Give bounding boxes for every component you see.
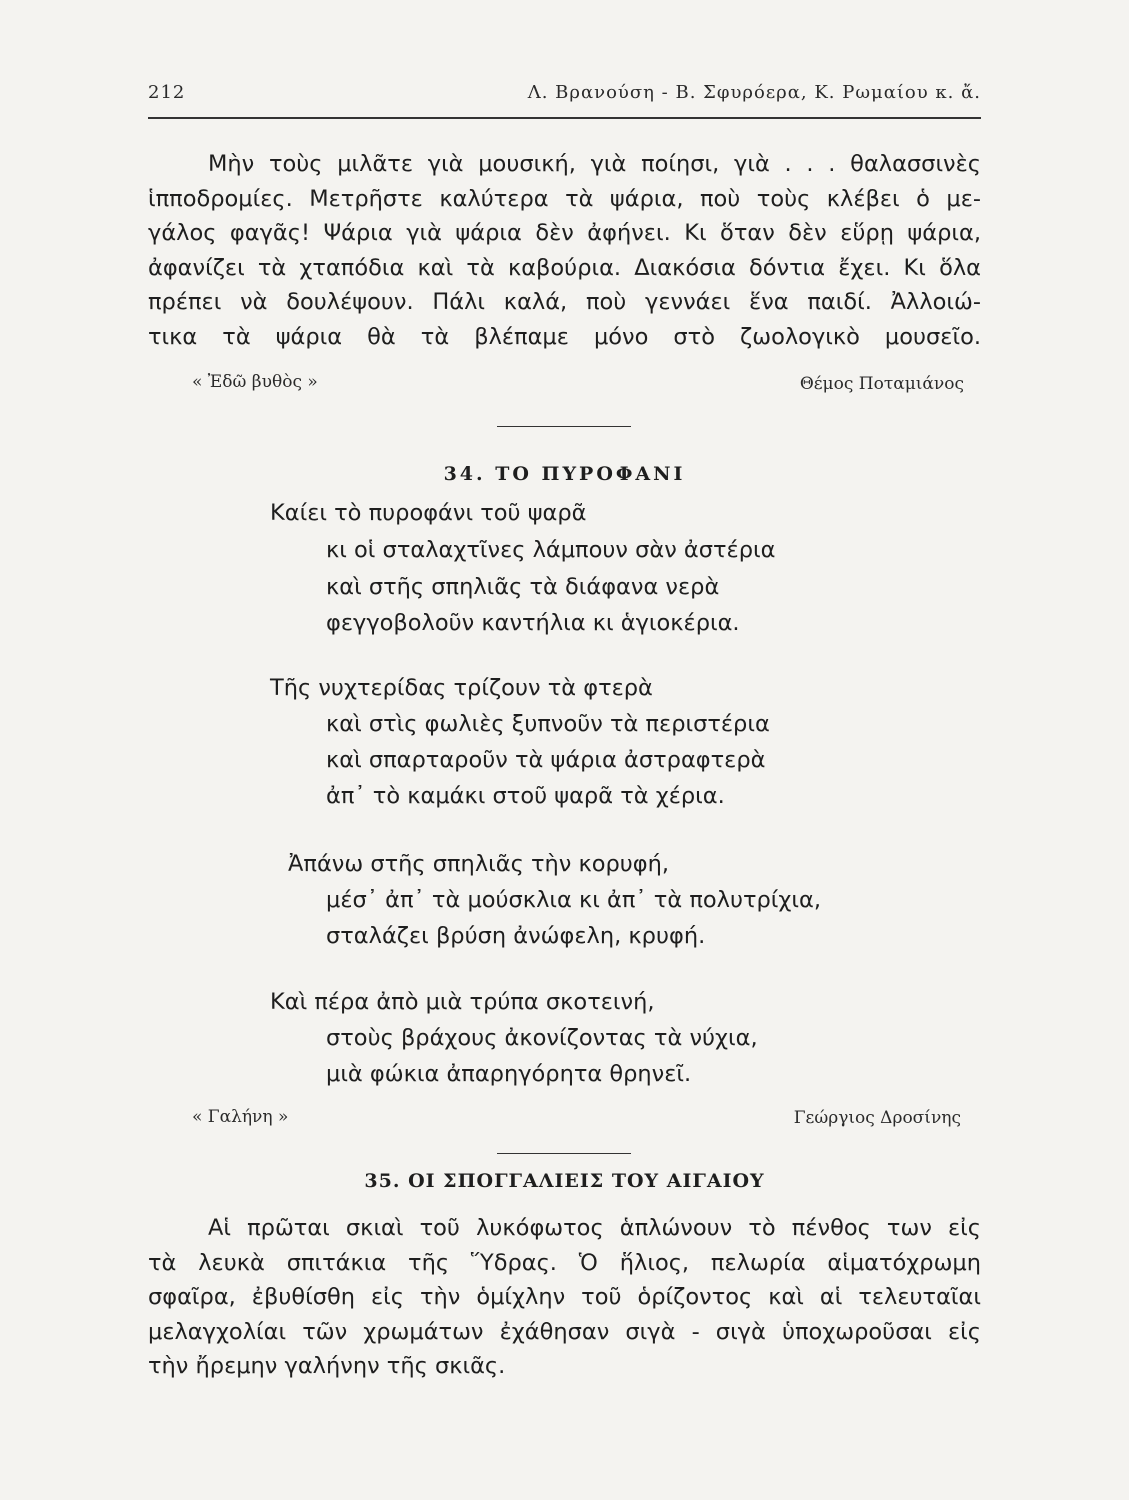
text-line: τὰ λευκὰ σπιτάκια τῆς Ὕδρας. Ὁ ἥλιος, πελωρία αἱματόχρωμη <box>148 1249 981 1276</box>
poem-line: σταλάζει βρύση ἀνώφελη, κρυφή. <box>326 923 706 949</box>
poem-line: Ἀπάνω στῆς σπηλιᾶς τὴν κορυφή, <box>288 851 670 877</box>
poem-line: ἀπ᾿ τὸ καμάκι στοῦ ψαρᾶ τὰ χέρια. <box>326 783 725 809</box>
poem-title: 34. ΤΟ ΠΥΡΟΦΑΝΙ <box>443 463 686 485</box>
section-separator <box>497 426 631 427</box>
poem-line: Τῆς νυχτερίδας τρίζουν τὰ φτερὰ <box>270 675 653 701</box>
poem-line: στοὺς βράχους ἀκονίζοντας τὰ νύχια, <box>326 1025 758 1051</box>
prose-title: 35. ΟΙ ΣΠΟΓΓΑΛΙΕΙΣ ΤΟΥ ΑΙΓΑΙΟΥ <box>364 1170 765 1192</box>
text-line: ἀφανίζει τὰ χταπόδια καὶ τὰ καβούρια. Διακόσια δόντια ἔχει. Κι ὅλα <box>148 254 981 281</box>
poem-line: κι οἱ σταλαχτῖνες λάμπουν σὰν ἀστέρια <box>326 537 776 563</box>
intro-author: Θέμος Ποταμιάνος <box>799 374 964 394</box>
poem-source: « Γαλήνη » <box>192 1107 289 1127</box>
intro-source: « Ἐδῶ βυθὸς » <box>192 372 318 392</box>
poem-line: Καίει τὸ πυροφάνι τοῦ ψαρᾶ <box>270 500 587 526</box>
text-line: μελαγχολίαι τῶν χρωμάτων ἐχάθησαν σιγὰ - σιγὰ ὑποχωροῦσαι εἰς <box>148 1318 981 1345</box>
intro-passage <box>148 147 981 355</box>
section-separator <box>497 1153 631 1154</box>
text-line: Μὴν τοὺς μιλᾶτε γιὰ μουσική, γιὰ ποίησι, γιὰ . . . θαλασσινὲς <box>208 151 981 177</box>
poem-line: καὶ στῆς σπηλιᾶς τὰ διάφανα νερὰ <box>326 574 720 600</box>
text-line: ἱπποδρομίες. Μετρῆστε καλύτερα τὰ ψάρια, ποὺ τοὺς κλέβει ὁ με- <box>148 185 981 212</box>
poem-line: φεγγοβολοῦν καντήλια κι ἁγιοκέρια. <box>326 610 740 636</box>
poem-line: Καὶ πέρα ἀπὸ μιὰ τρύπα σκοτεινή, <box>270 989 655 1015</box>
prose-passage <box>148 1211 981 1384</box>
running-title: Λ. Βρανούση - Β. Σφυρόερα, Κ. Ρωμαίου κ. ἄ. <box>527 82 981 103</box>
page-header <box>148 78 981 118</box>
text-line: πρέπει νὰ δουλέψουν. Πάλι καλά, ποὺ γεννάει ἕνα παιδί. Ἀλλοιώ- <box>148 289 981 316</box>
text-line: γάλος φαγᾶς! Ψάρια γιὰ ψάρια δὲν ἀφήνει. Κι ὅταν δὲν εὕρῃ ψάρια, <box>148 220 981 247</box>
poem-line: μέσ᾿ ἀπ᾿ τὰ μούσκλια κι ἀπ᾿ τὰ πολυτρίχια, <box>326 887 821 913</box>
header-rule <box>148 117 981 119</box>
text-line: Αἱ πρῶται σκιαὶ τοῦ λυκόφωτος ἁπλώνουν τὸ πένθος των εἰς <box>208 1215 981 1241</box>
text-line: τικα τὰ ψάρια θὰ τὰ βλέπαμε μόνο στὸ ζωολογικὸ μουσεῖο. <box>148 323 981 350</box>
text-line: τὴν ἤρεμην γαλήνην τῆς σκιᾶς. <box>148 1353 506 1380</box>
poem-author: Γεώργιος Δροσίνης <box>793 1108 961 1128</box>
text-line: σφαῖρα, ἐβυθίσθη εἰς τὴν ὁμίχλην τοῦ ὁρίζοντος καὶ αἱ τελευταῖαι <box>148 1284 981 1311</box>
poem-line: καὶ σπαρταροῦν τὰ ψάρια ἀστραφτερὰ <box>326 747 766 773</box>
page-number: 212 <box>148 82 186 103</box>
poem-line: καὶ στὶς φωλιὲς ξυπνοῦν τὰ περιστέρια <box>326 711 770 737</box>
poem-line: μιὰ φώκια ἀπαρηγόρητα θρηνεῖ. <box>326 1061 692 1087</box>
